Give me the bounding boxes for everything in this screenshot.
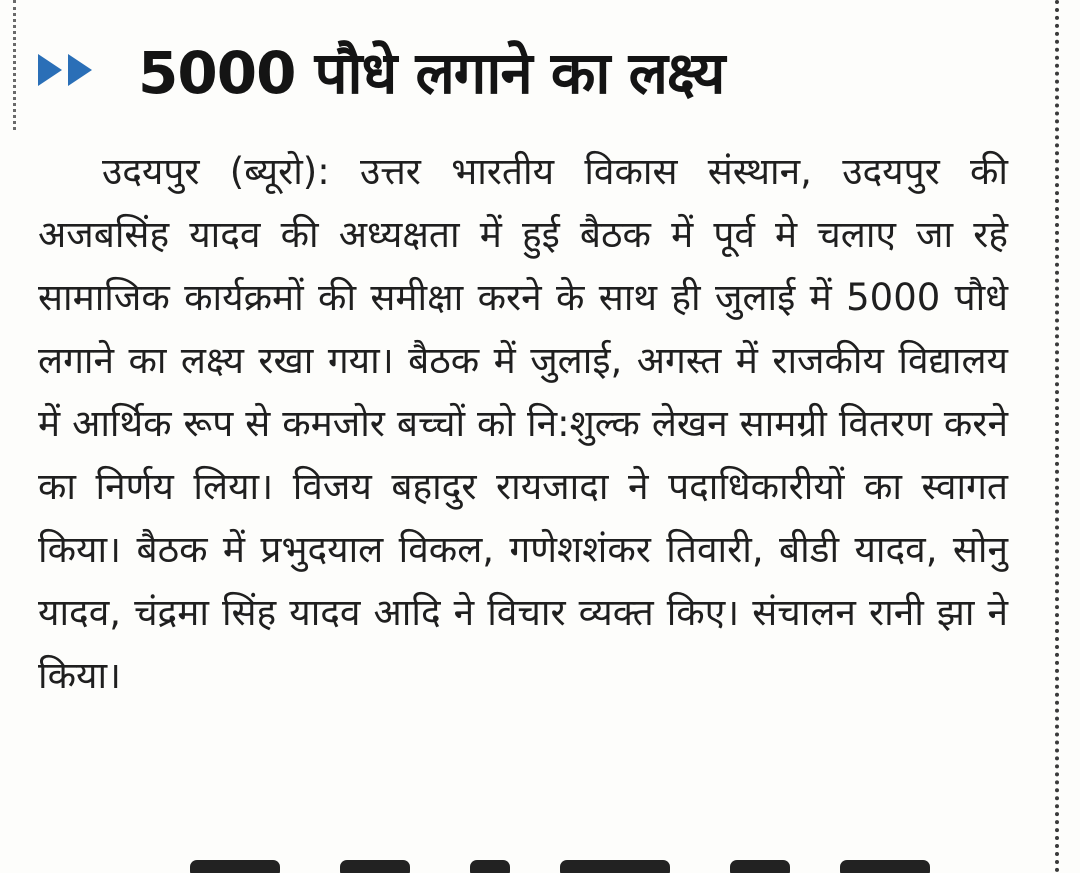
article-headline: 5000 पौधे लगाने का लक्ष्य <box>138 38 725 107</box>
column-divider-right <box>1055 0 1059 873</box>
double-right-arrow-icon <box>36 52 98 88</box>
next-article-headline-fragment <box>140 860 1040 873</box>
headline-row <box>36 22 1036 118</box>
column-divider-left <box>13 0 16 130</box>
article-body: उदयपुर (ब्यूरो): उत्तर भारतीय विकास संस्थान, उदयपुर की अजबसिंह यादव की अध्यक्षता में हुई बैठक में पूर्व मे चलाए जा रहे सामाजिक कार्यक्रमों की समीक्षा करने के साथ ही जुलाई में 5000 पौधे लगाने का लक्ष्य रखा गया। बैठक में जुलाई, अगस्त में राजकीय विद्यालय में आर्थिक रूप से कमजोर बच्चों को नि:शुल्क लेखन सामग्री वितरण करने का निर्णय लिया। विजय बहादुर रायजादा ने पदाधिकारीयों का स्वागत किया। बैठक में प्रभुदयाल विकल, गणेशशंकर तिवारी, बीडी यादव, सोनु यादव, चंद्रमा सिंह यादव आदि ने विचार व्यक्त किए। संचालन रानी झा ने किया। <box>38 150 1008 697</box>
